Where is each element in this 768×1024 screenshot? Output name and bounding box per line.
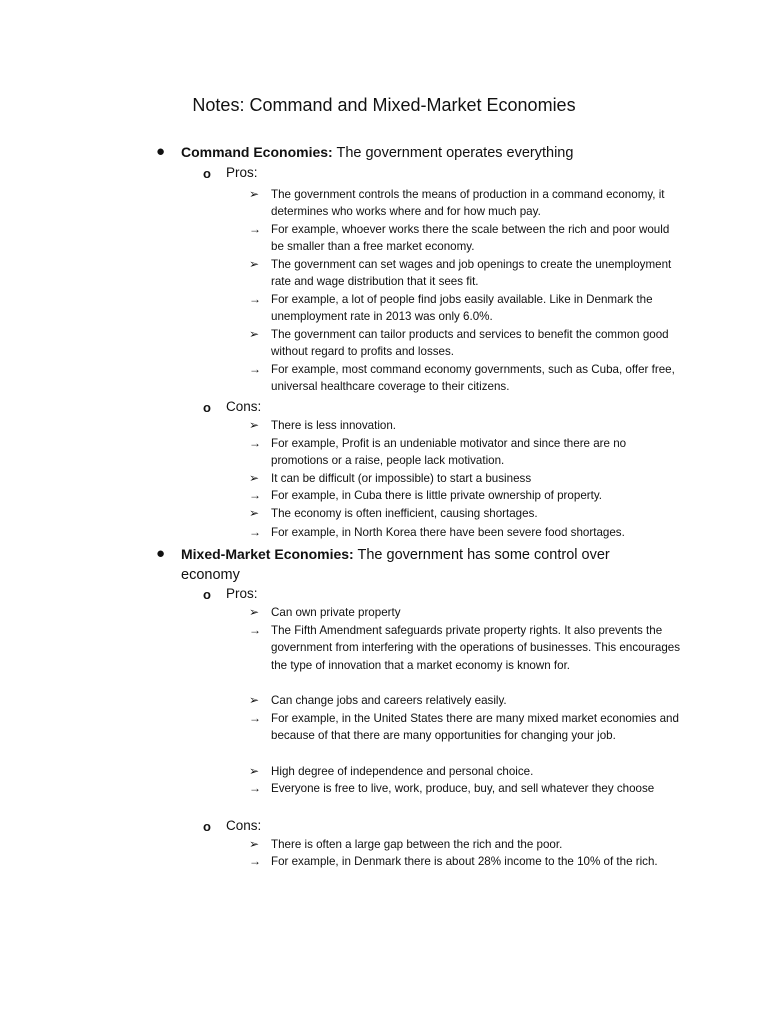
item-bullet: ➢ [249, 418, 260, 432]
item-arrow: → [249, 362, 261, 376]
section-description: The government operates everything [332, 145, 574, 161]
section-command-economies [181, 142, 573, 163]
list-item: There is less innovation. [271, 419, 397, 432]
item-arrow: → [249, 711, 261, 725]
list-item: For example, most command economy governments, such as Cuba, offer free, universal healthcare coverage to their citizens. [271, 363, 675, 394]
subsection-bullet: o [203, 819, 211, 834]
item-bullet: ➢ [249, 257, 260, 271]
list-item: The government can set wages and job openings to create the unemployment rate and wage distribution that it sees fit. [271, 258, 672, 289]
item-bullet: ➢ [249, 837, 260, 851]
list-item: High degree of independence and personal choice. [271, 765, 534, 778]
list-item: The government controls the means of production in a command economy, it determines who works where and for how much pay. [271, 188, 665, 219]
section-bullet: ● [156, 143, 166, 160]
item-bullet: ➢ [249, 693, 260, 707]
list-item: For example, in North Korea there have been severe food shortages. [271, 526, 625, 539]
list-item: The economy is often inefficient, causing shortages. [271, 507, 538, 520]
subsection-label-cons: Cons: [226, 818, 262, 833]
list-item: The Fifth Amendment safeguards private property rights. It also prevents the government from interfering with the operations of businesses. This encourages the type of innovation that a market economy is known for. [271, 624, 681, 672]
item-bullet: ➢ [249, 764, 260, 778]
item-arrow: → [249, 222, 261, 236]
list-item: For example, in Denmark there is about 28% income to the 10% of the rich. [271, 855, 658, 868]
list-item: For example, in the United States there are many mixed market economies and because of that there are many opportunities for changing your job. [271, 712, 679, 743]
subsection-label-cons: Cons: [226, 399, 262, 414]
list-item: It can be difficult (or impossible) to start a business [271, 472, 532, 485]
item-arrow: → [249, 854, 261, 868]
list-item: The government can tailor products and services to benefit the common good without regard to profits and losses. [271, 328, 669, 359]
list-item: Everyone is free to live, work, produce, buy, and sell whatever they choose [271, 782, 655, 795]
list-item: For example, in Cuba there is little private ownership of property. [271, 489, 603, 502]
list-item: For example, Profit is an undeniable motivator and since there are no promotions or a raise, people lack motivation. [271, 437, 627, 468]
list-item: For example, whoever works there the scale between the rich and poor would be smaller than a free market economy. [271, 223, 670, 254]
item-arrow: → [249, 781, 261, 795]
subsection-bullet: o [203, 400, 211, 415]
page-title: Notes: Command and Mixed-Market Economies [192, 95, 576, 115]
item-bullet: ➢ [249, 327, 260, 341]
item-arrow: → [249, 623, 261, 637]
item-bullet: ➢ [249, 187, 260, 201]
section-heading: Mixed-Market Economies: [181, 546, 354, 562]
item-arrow: → [249, 436, 261, 450]
section-bullet: ● [156, 545, 166, 562]
subsection-bullet: o [203, 166, 211, 181]
item-arrow: → [249, 525, 261, 539]
item-bullet: ➢ [249, 605, 260, 619]
list-item: Can change jobs and careers relatively easily. [271, 694, 507, 707]
subsection-bullet: o [203, 587, 211, 602]
list-item: Can own private property [271, 606, 401, 619]
item-arrow: → [249, 488, 261, 502]
section-heading: Command Economies: [181, 144, 333, 160]
item-bullet: ➢ [249, 506, 260, 520]
section-description: The government has some control over economy [181, 547, 610, 583]
list-item: There is often a large gap between the rich and the poor. [271, 838, 563, 851]
item-arrow: → [249, 292, 261, 306]
item-bullet: ➢ [249, 471, 260, 485]
subsection-label-pros: Pros: [226, 165, 258, 180]
subsection-label-pros: Pros: [226, 586, 258, 601]
list-item: For example, a lot of people find jobs easily available. Like in Denmark the unemployment rate in 2013 was only 6.0%. [271, 293, 653, 324]
section-mixed-market-economies [181, 544, 651, 585]
